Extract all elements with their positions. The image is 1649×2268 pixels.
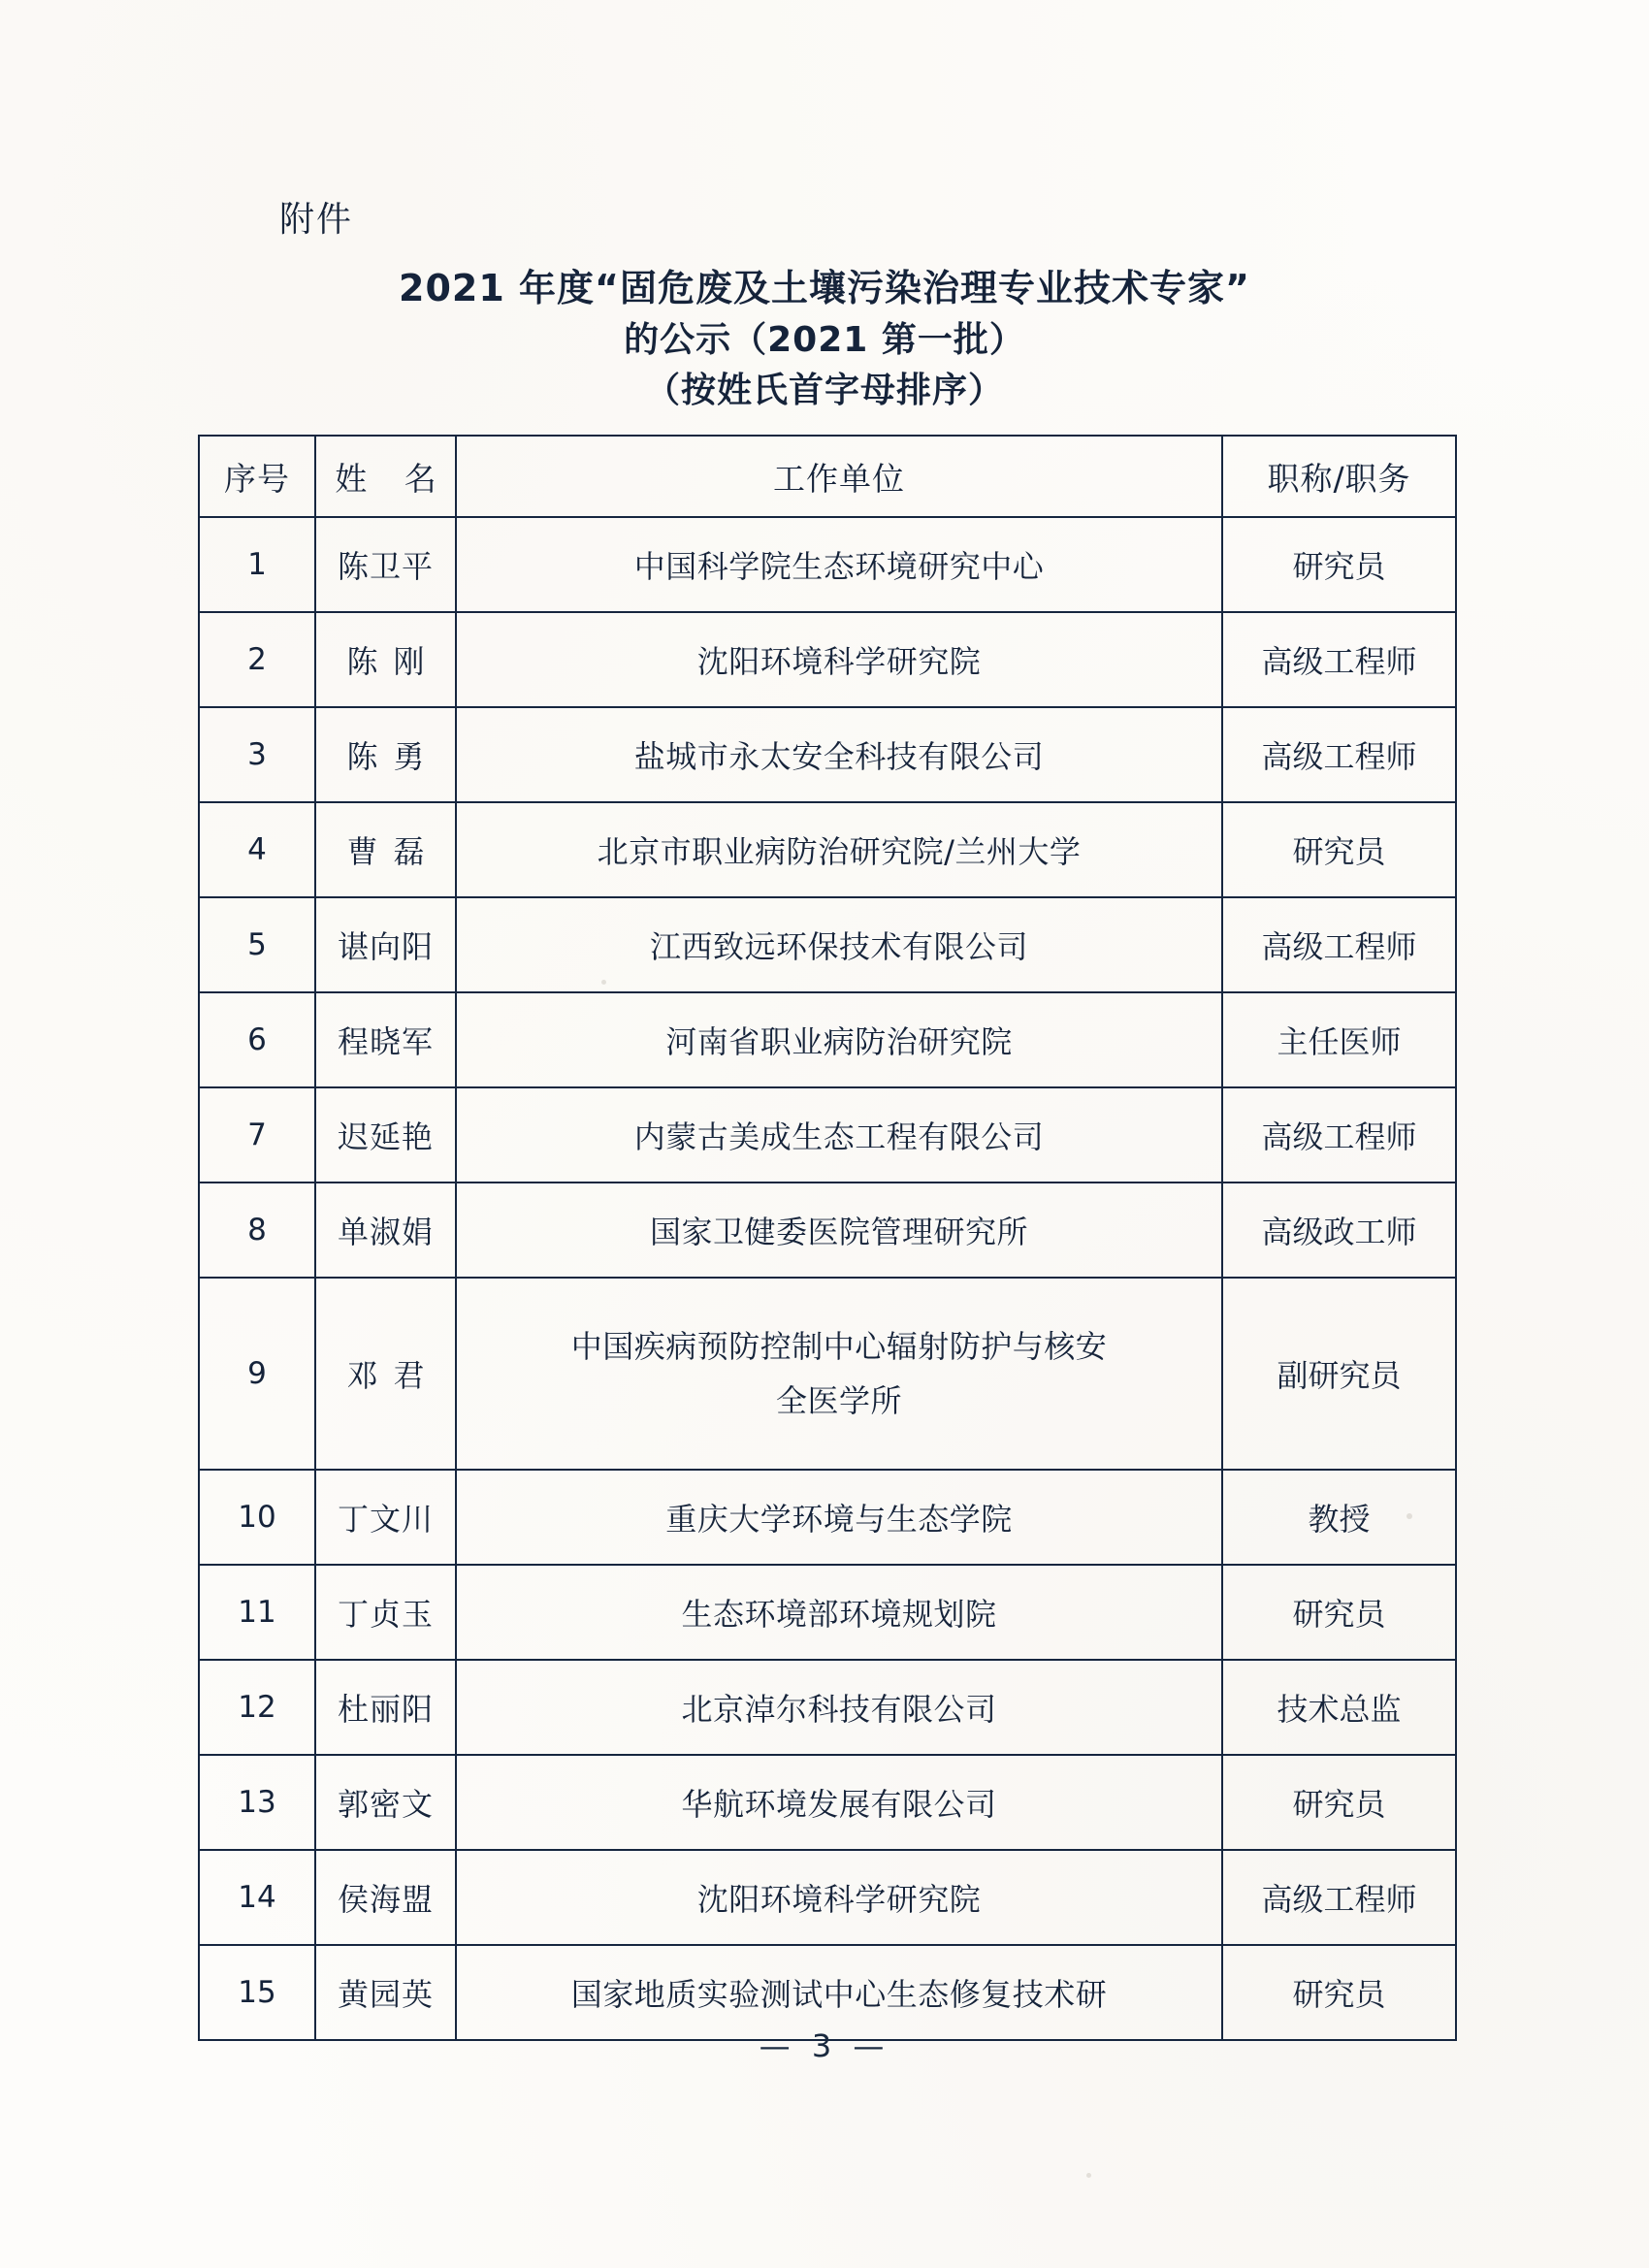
table-row	[199, 1470, 1456, 1565]
cell-index: 5	[199, 897, 315, 992]
cell-name: 陈刚	[315, 612, 456, 707]
cell-organization: 沈阳环境科学研究院	[456, 612, 1222, 707]
cell-title: 研究员	[1222, 1755, 1456, 1850]
cell-title: 教授	[1222, 1470, 1456, 1565]
cell-organization: 河南省职业病防治研究院	[456, 992, 1222, 1087]
cell-name: 邓君	[315, 1278, 456, 1470]
table-row	[199, 612, 1456, 707]
cell-index: 11	[199, 1565, 315, 1660]
cell-title: 高级工程师	[1222, 612, 1456, 707]
cell-name: 黄园英	[315, 1945, 456, 2040]
table-row	[199, 1850, 1456, 1945]
page-number: — 3 —	[759, 2027, 890, 2064]
cell-organization: 沈阳环境科学研究院	[456, 1850, 1222, 1945]
cell-name: 杜丽阳	[315, 1660, 456, 1755]
cell-index: 1	[199, 517, 315, 612]
header-name: 姓 名	[315, 436, 456, 517]
cell-name: 陈卫平	[315, 517, 456, 612]
table-row	[199, 1945, 1456, 2040]
attachment-label: 附件	[279, 200, 354, 240]
cell-title: 副研究员	[1222, 1278, 1456, 1470]
table-row	[199, 1755, 1456, 1850]
cell-organization: 国家地质实验测试中心生态修复技术研	[456, 1945, 1222, 2040]
cell-title: 高级工程师	[1222, 1850, 1456, 1945]
table-row	[199, 1278, 1456, 1470]
cell-name: 单淑娟	[315, 1183, 456, 1278]
cell-title: 主任医师	[1222, 992, 1456, 1087]
cell-title: 研究员	[1222, 517, 1456, 612]
cell-index: 13	[199, 1755, 315, 1850]
cell-organization: 重庆大学环境与生态学院	[456, 1470, 1222, 1565]
cell-name: 丁文川	[315, 1470, 456, 1565]
table-row	[199, 802, 1456, 897]
cell-title: 高级工程师	[1222, 897, 1456, 992]
cell-name: 丁贞玉	[315, 1565, 456, 1660]
cell-index: 9	[199, 1278, 315, 1470]
cell-organization: 北京淖尔科技有限公司	[456, 1660, 1222, 1755]
expert-list-table	[198, 435, 1457, 2041]
cell-index: 15	[199, 1945, 315, 2040]
cell-name: 曹磊	[315, 802, 456, 897]
cell-title: 高级工程师	[1222, 707, 1456, 802]
table-body	[199, 517, 1456, 2040]
table-row	[199, 517, 1456, 612]
table-row	[199, 992, 1456, 1087]
title-line-1: 2021 年度“固危废及土壤污染治理专业技术专家”	[399, 267, 1250, 309]
table-row	[199, 1565, 1456, 1660]
table-row	[199, 707, 1456, 802]
cell-title: 高级工程师	[1222, 1087, 1456, 1183]
cell-organization: 盐城市永太安全科技有限公司	[456, 707, 1222, 802]
cell-organization: 华航环境发展有限公司	[456, 1755, 1222, 1850]
cell-index: 6	[199, 992, 315, 1087]
cell-title: 研究员	[1222, 1945, 1456, 2040]
cell-index: 14	[199, 1850, 315, 1945]
scan-speck	[1086, 2173, 1091, 2178]
cell-organization: 中国科学院生态环境研究中心	[456, 517, 1222, 612]
cell-organization: 生态环境部环境规划院	[456, 1565, 1222, 1660]
cell-title: 高级政工师	[1222, 1183, 1456, 1278]
cell-organization: 江西致远环保技术有限公司	[456, 897, 1222, 992]
cell-name: 侯海盟	[315, 1850, 456, 1945]
table-header	[199, 436, 1456, 517]
cell-index: 12	[199, 1660, 315, 1755]
cell-name: 迟延艳	[315, 1087, 456, 1183]
cell-title: 研究员	[1222, 1565, 1456, 1660]
cell-name: 陈勇	[315, 707, 456, 802]
cell-organization: 内蒙古美成生态工程有限公司	[456, 1087, 1222, 1183]
table-row	[199, 1183, 1456, 1278]
cell-index: 4	[199, 802, 315, 897]
cell-index: 2	[199, 612, 315, 707]
title-line-2: 的公示（2021 第一批）	[624, 320, 1025, 361]
cell-name: 程晓军	[315, 992, 456, 1087]
cell-name: 谌向阳	[315, 897, 456, 992]
cell-organization: 中国疾病预防控制中心辐射防护与核安 全医学所	[456, 1278, 1222, 1470]
table-header-row	[199, 436, 1456, 517]
cell-name: 郭密文	[315, 1755, 456, 1850]
cell-index: 10	[199, 1470, 315, 1565]
document-title	[194, 262, 1455, 416]
cell-index: 3	[199, 707, 315, 802]
header-index: 序号	[199, 436, 315, 517]
header-title: 职称/职务	[1222, 436, 1456, 517]
table-row	[199, 1660, 1456, 1755]
cell-organization: 北京市职业病防治研究院/兰州大学	[456, 802, 1222, 897]
table-row	[199, 897, 1456, 992]
table-row	[199, 1087, 1456, 1183]
title-line-3: （按姓氏首字母排序）	[644, 371, 1004, 411]
cell-title: 技术总监	[1222, 1660, 1456, 1755]
cell-index: 8	[199, 1183, 315, 1278]
header-organization: 工作单位	[456, 436, 1222, 517]
cell-title: 研究员	[1222, 802, 1456, 897]
cell-index: 7	[199, 1087, 315, 1183]
cell-organization: 国家卫健委医院管理研究所	[456, 1183, 1222, 1278]
